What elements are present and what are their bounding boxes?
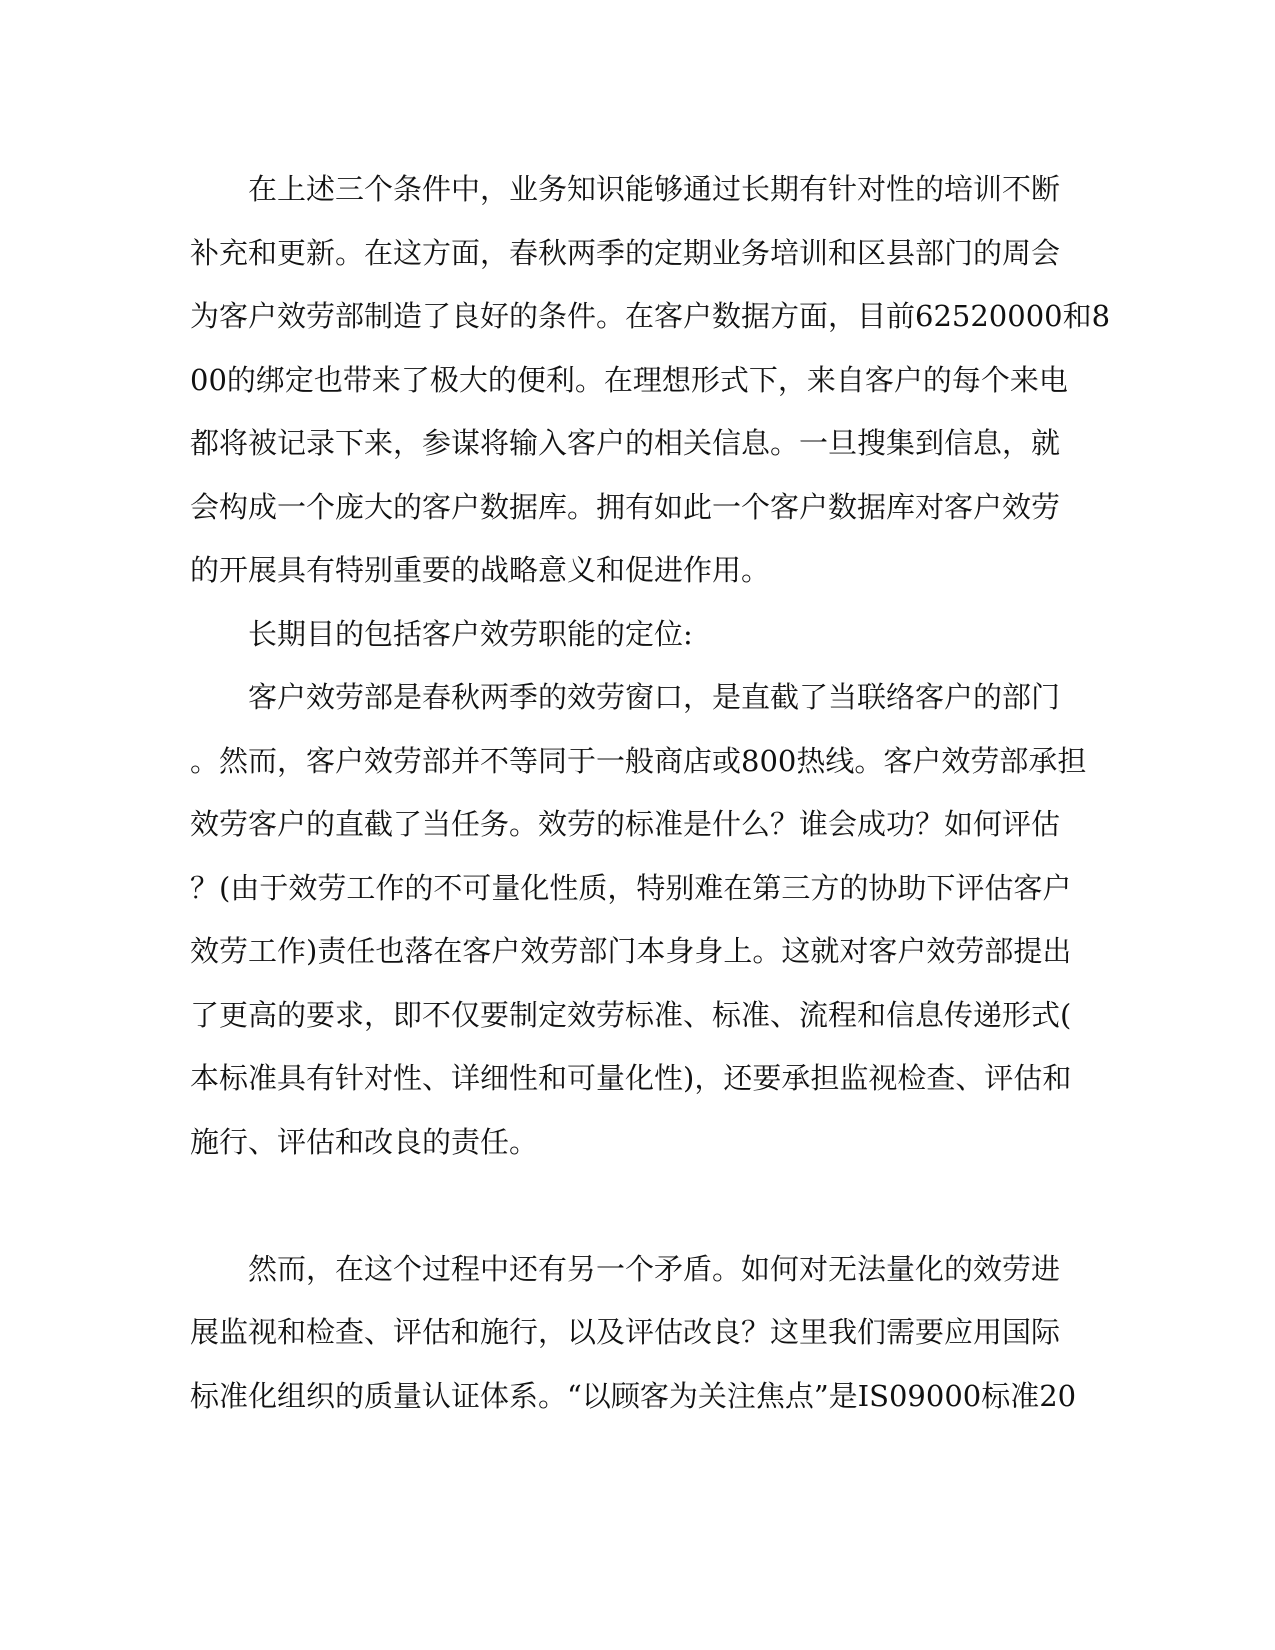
paragraph-3-line-4: ？(由于效劳工作的不可量化性质，特别难在第三方的协助下评估客户 <box>190 870 1072 905</box>
paragraph-1-line-2: 补充和更新。在这方面，春秋两季的定期业务培训和区县部门的周会 <box>190 235 1061 270</box>
paragraph-3-line-6: 了更高的要求，即不仅要制定效劳标准、标准、流程和信息传递形式( <box>190 997 1072 1032</box>
paragraph-3-line-5: 效劳工作)责任也落在客户效劳部门本身身上。这就对客户效劳部提出 <box>190 934 1072 968</box>
paragraph-3-line-1: 客户效劳部是春秋两季的效劳窗口，是直截了当联络客户的部门 <box>248 680 1061 714</box>
paragraph-1-line-7: 的开展具有特别重要的战略意义和促进作用。 <box>190 553 771 587</box>
paragraph-4-line-2: 展监视和检查、评估和施行，以及评估改良？这里我们需要应用国际 <box>190 1315 1061 1349</box>
paragraph-gap <box>190 1174 1090 1238</box>
paragraph-1-line-1: 在上述三个条件中，业务知识能够通过长期有针对性的培训不断 <box>248 172 1061 206</box>
paragraph-3-line-3: 效劳客户的直截了当任务。效劳的标准是什么？谁会成功？如何评估 <box>190 807 1061 841</box>
paragraph-1-line-4: 00的绑定也带来了极大的便利。在理想形式下，来自客户的每个来电 <box>190 362 1068 397</box>
paragraph-2-line-1: 长期目的包括客户效劳职能的定位: <box>248 616 693 651</box>
paragraph-3-line-2: 。然而，客户效劳部并不等同于一般商店或800热线。客户效劳部承担 <box>190 743 1087 778</box>
paragraph-1-line-5: 都将被记录下来，参谋将输入客户的相关信息。一旦搜集到信息，就 <box>190 426 1061 460</box>
paragraph-1-line-6: 会构成一个庞大的客户数据库。拥有如此一个客户数据库对客户效劳 <box>190 489 1061 524</box>
paragraph-3-line-7: 本标准具有针对性、详细性和可量化性)，还要承担监视检查、评估和 <box>190 1061 1072 1095</box>
document-page <box>190 158 1111 1428</box>
paragraph-4-line-3: 标准化组织的质量认证体系。“以顾客为关注焦点”是IS09000标准20 <box>190 1378 1077 1413</box>
paragraph-3-line-8: 施行、评估和改良的责任。 <box>190 1124 539 1159</box>
paragraph-1-line-3: 为客户效劳部制造了良好的条件。在客户数据方面，目前62520000和8 <box>190 299 1111 333</box>
paragraph-4-line-1: 然而，在这个过程中还有另一个矛盾。如何对无法量化的效劳进 <box>248 1251 1061 1286</box>
